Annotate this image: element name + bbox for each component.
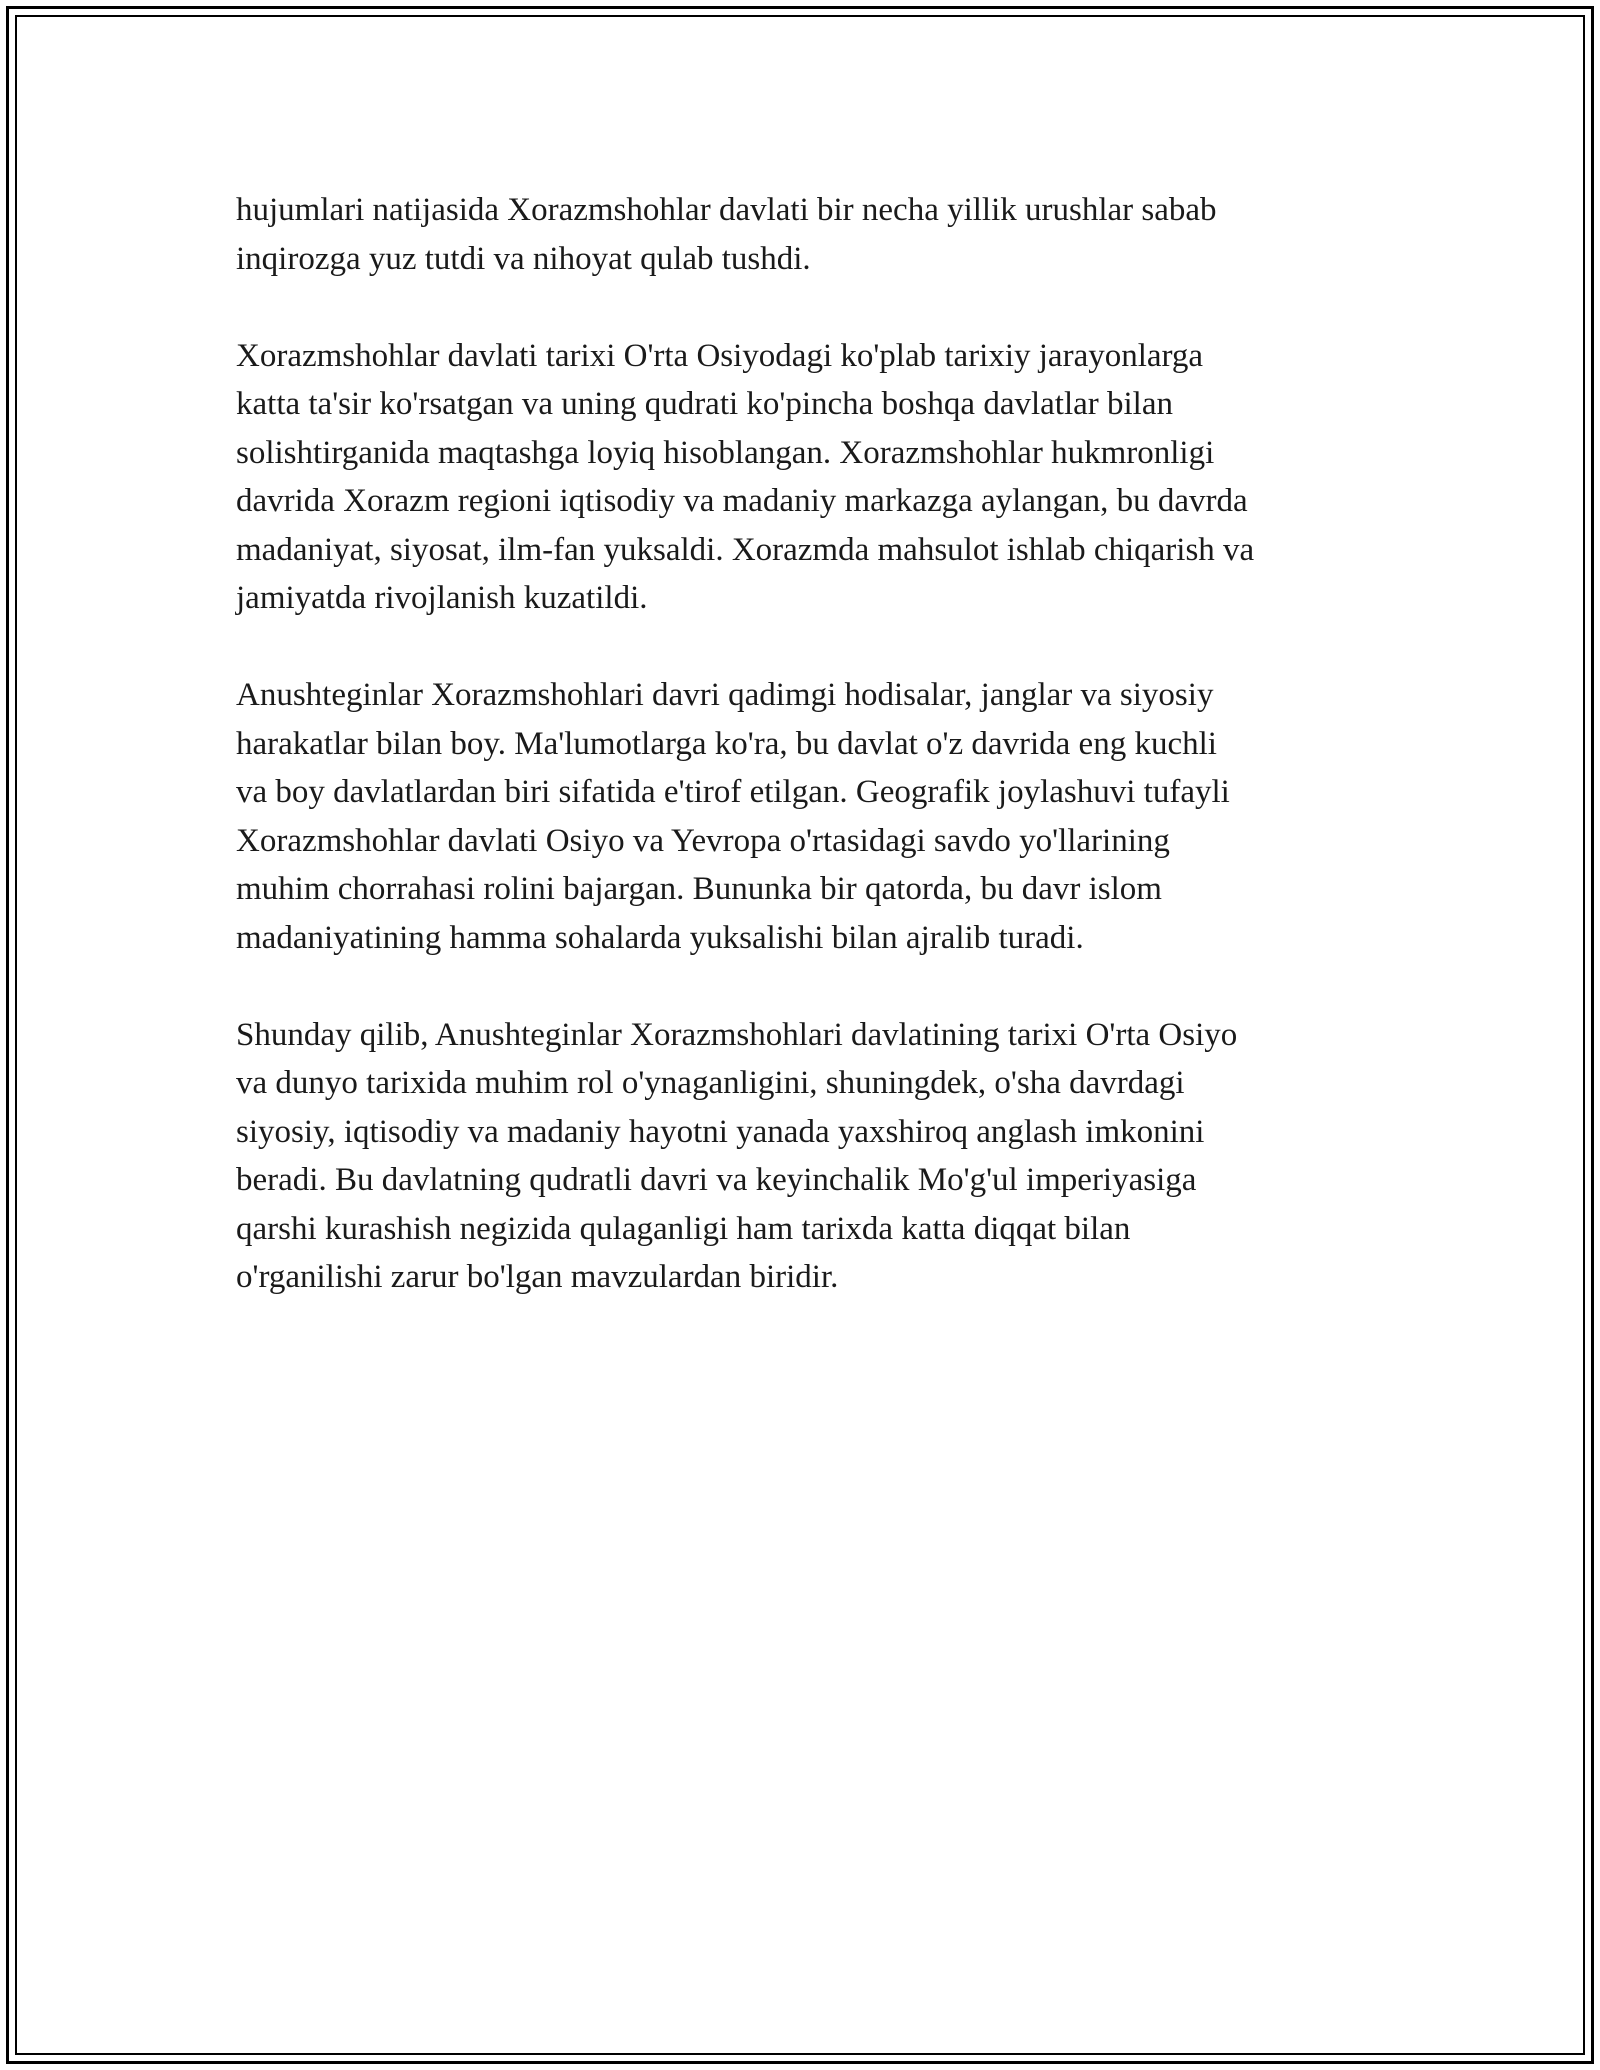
text-line: va boy davlatlardan biri sifatida e'tirof etilgan. Geografik joylashuvi tufayli	[236, 774, 1230, 810]
text-line: harakatlar bilan boy. Ma'lumotlarga ko'ra, bu davlat o'z davrida eng kuchli	[236, 725, 1217, 762]
text-line: jamiyatda rivojlanish kuzatildi.	[236, 580, 648, 616]
document-body	[236, 186, 1396, 1350]
paragraph-4	[236, 1011, 1396, 1302]
text-line: va dunyo tarixida muhim rol o'ynaganligini, shuningdek, o'sha davrdagi	[236, 1065, 1185, 1101]
paragraph-3	[236, 671, 1396, 962]
text-line: hujumlari natijasida Xorazmshohlar davlati bir necha yillik urushlar sabab	[236, 192, 1217, 228]
text-line: madaniyatining hamma sohalarda yuksalishi bilan ajralib turadi.	[236, 919, 1084, 956]
text-line: Xorazmshohlar davlati tarixi O'rta Osiyodagi ko'plab tarixiy jarayonlarga	[236, 337, 1204, 374]
text-line: inqirozga yuz tutdi va nihoyat qulab tushdi.	[236, 240, 811, 277]
text-line: o'rganilishi zarur bo'lgan mavzulardan biridir.	[236, 1259, 839, 1295]
text-line: katta ta'sir ko'rsatgan va uning qudrati ko'pincha boshqa davlatlar bilan	[236, 386, 1173, 422]
text-line: muhim chorrahasi rolini bajargan. Bununka bir qatorda, bu davr islom	[236, 871, 1162, 907]
text-line: Xorazmshohlar davlati Osiyo va Yevropa o'rtasidagi savdo yo'llarining	[236, 822, 1170, 859]
paragraph-2	[236, 332, 1396, 623]
paragraph-1	[236, 186, 1396, 283]
text-line: qarshi kurashish negizida qulaganligi ham tarixda katta diqqat bilan	[236, 1210, 1131, 1247]
text-line: davrida Xorazm regioni iqtisodiy va madaniy markazga aylangan, bu davrda	[236, 483, 1248, 519]
text-line: madaniyat, siyosat, ilm-fan yuksaldi. Xorazmda mahsulot ishlab chiqarish va	[236, 531, 1255, 568]
text-line: solishtirganida maqtashga loyiq hisoblangan. Xorazmshohlar hukmronligi	[236, 434, 1215, 471]
text-line: beradi. Bu davlatning qudratli davri va keyinchalik Mo'g'ul imperiyasiga	[236, 1162, 1197, 1198]
text-line: Shunday qilib, Anushteginlar Xorazmshohlari davlatining tarixi O'rta Osiyo	[236, 1016, 1238, 1053]
text-line: siyosiy, iqtisodiy va madaniy hayotni yanada yaxshiroq anglash imkonini	[236, 1113, 1205, 1150]
text-line: Anushteginlar Xorazmshohlari davri qadimgi hodisalar, janglar va siyosiy	[236, 677, 1214, 713]
